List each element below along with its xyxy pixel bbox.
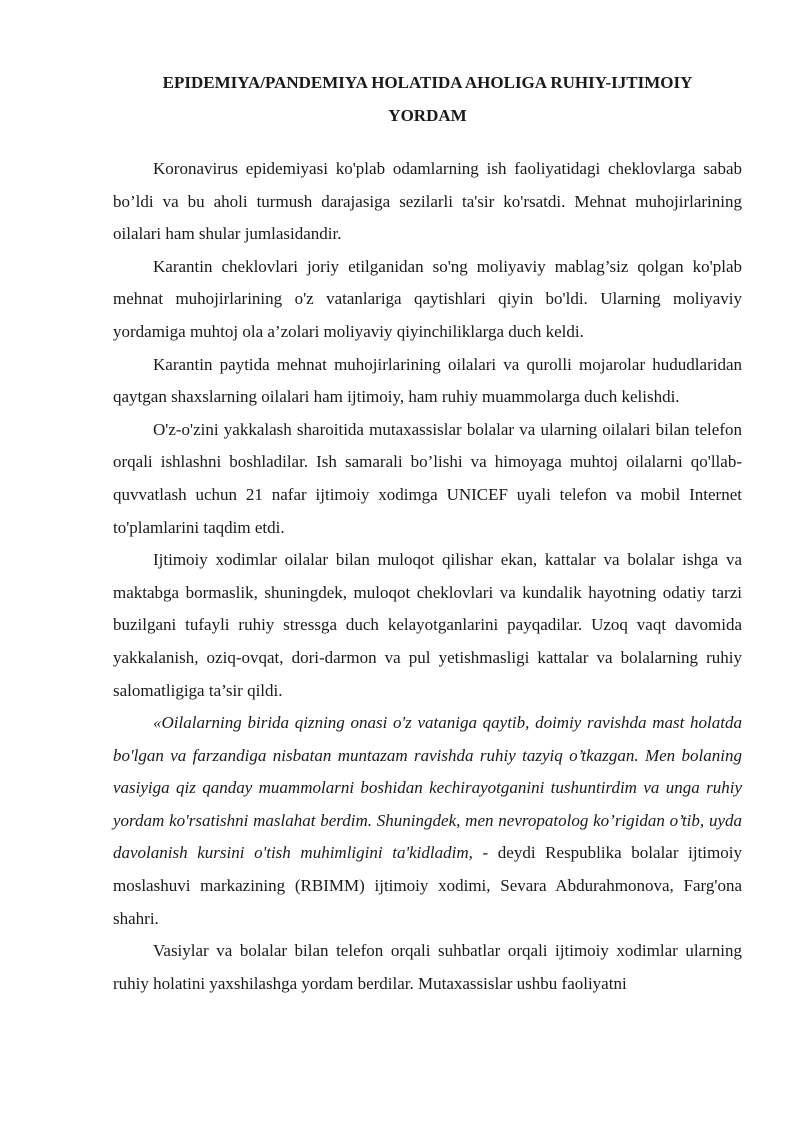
paragraph-5: Ijtimoiy xodimlar oilalar bilan muloqot qilishar ekan, kattalar va bolalar ishga va maktabga bormaslik, shuningdek, muloqot cheklovlari va kundalik hayotning odatiy tarzi buzilgani tufayli ruhiy stressga duch kelayotganlarini payqadilar. Uzoq vaqt davomida yakkalanish, oziq-ovqat, dori-darmon va pul yetishmasligi kattalar va bolalarning ruhiy salomatligiga ta’sir qildi. [113,550,742,700]
title-line-1: EPIDEMIYA/PANDEMIYA HOLATIDA AHOLIGA RUHIY-IJTIMOIY [162,73,693,92]
title-line-2: YORDAM [388,106,467,125]
quote-text: «Oilalarning birida qizning onasi o'z vataniga qaytib, doimiy ravishda mast holatda bo'lgan va farzandiga nisbatan muntazam ravishda ruhiy tazyiq o’tkazgan. Men bolaning vasiyiga qiz qanday muammolarni boshidan kechirayotganini tushuntirdim va unga ruhiy yordam ko'rsatishni maslahat berdim. Shuningdek, men nevropatolog ko’rigidan o’tib, uyda davolanish kursini o'tish muhimligini ta'kidladim, [113,713,742,863]
document-title [113,66,742,132]
paragraph-1: Koronavirus epidemiyasi ko'plab odamlarning ish faoliyatidagi cheklovlarga sabab bo’ldi va bu aholi turmush darajasiga sezilarli ta'sir ko'rsatdi. Mehnat muhojirlarining oilalari ham shular jumlasidandir. [113,159,742,244]
paragraph-3: Karantin paytida mehnat muhojirlarining oilalari va qurolli mojarolar hududlaridan qaytgan shaxslarning oilalari ham ijtimoiy, ham ruhiy muammolarga duch kelishdi. [113,354,742,407]
quote-paragraph [113,707,742,935]
quote-attribution: - deydi Respublika bolalar ijtimoiy moslashuvi markazining (RBIMM) ijtimoiy xodimi, Sevara Abdurahmonova, Farg'ona shahri. [113,843,742,928]
document-page [113,66,742,1000]
paragraph-4: O'z-o'zini yakkalash sharoitida mutaxassislar bolalar va ularning oilalari bilan telefon orqali ishlashni boshladilar. Ish samarali bo’lishi va himoyaga muhtoj oilalarni qo'llab-quvvatlash uchun 21 nafar ijtimoiy xodimga UNICEF uyali telefon va mobil Internet to'plamlarini taqdim etdi. [113,419,742,537]
paragraph-last: Vasiylar va bolalar bilan telefon orqali suhbatlar orqali ijtimoiy xodimlar ularning ruhiy holatini yaxshilashga yordam berdilar. Mutaxassislar ushbu faoliyatni [113,941,742,993]
paragraph-2: Karantin cheklovlari joriy etilganidan so'ng moliyaviy mablag’siz qolgan ko'plab mehnat muhojirlarining o'z vatanlariga qaytishlari qiyin bo'ldi. Ularning moliyaviy yordamiga muhtoj ola a’zolari moliyaviy qiyinchiliklarga duch keldi. [113,256,742,341]
